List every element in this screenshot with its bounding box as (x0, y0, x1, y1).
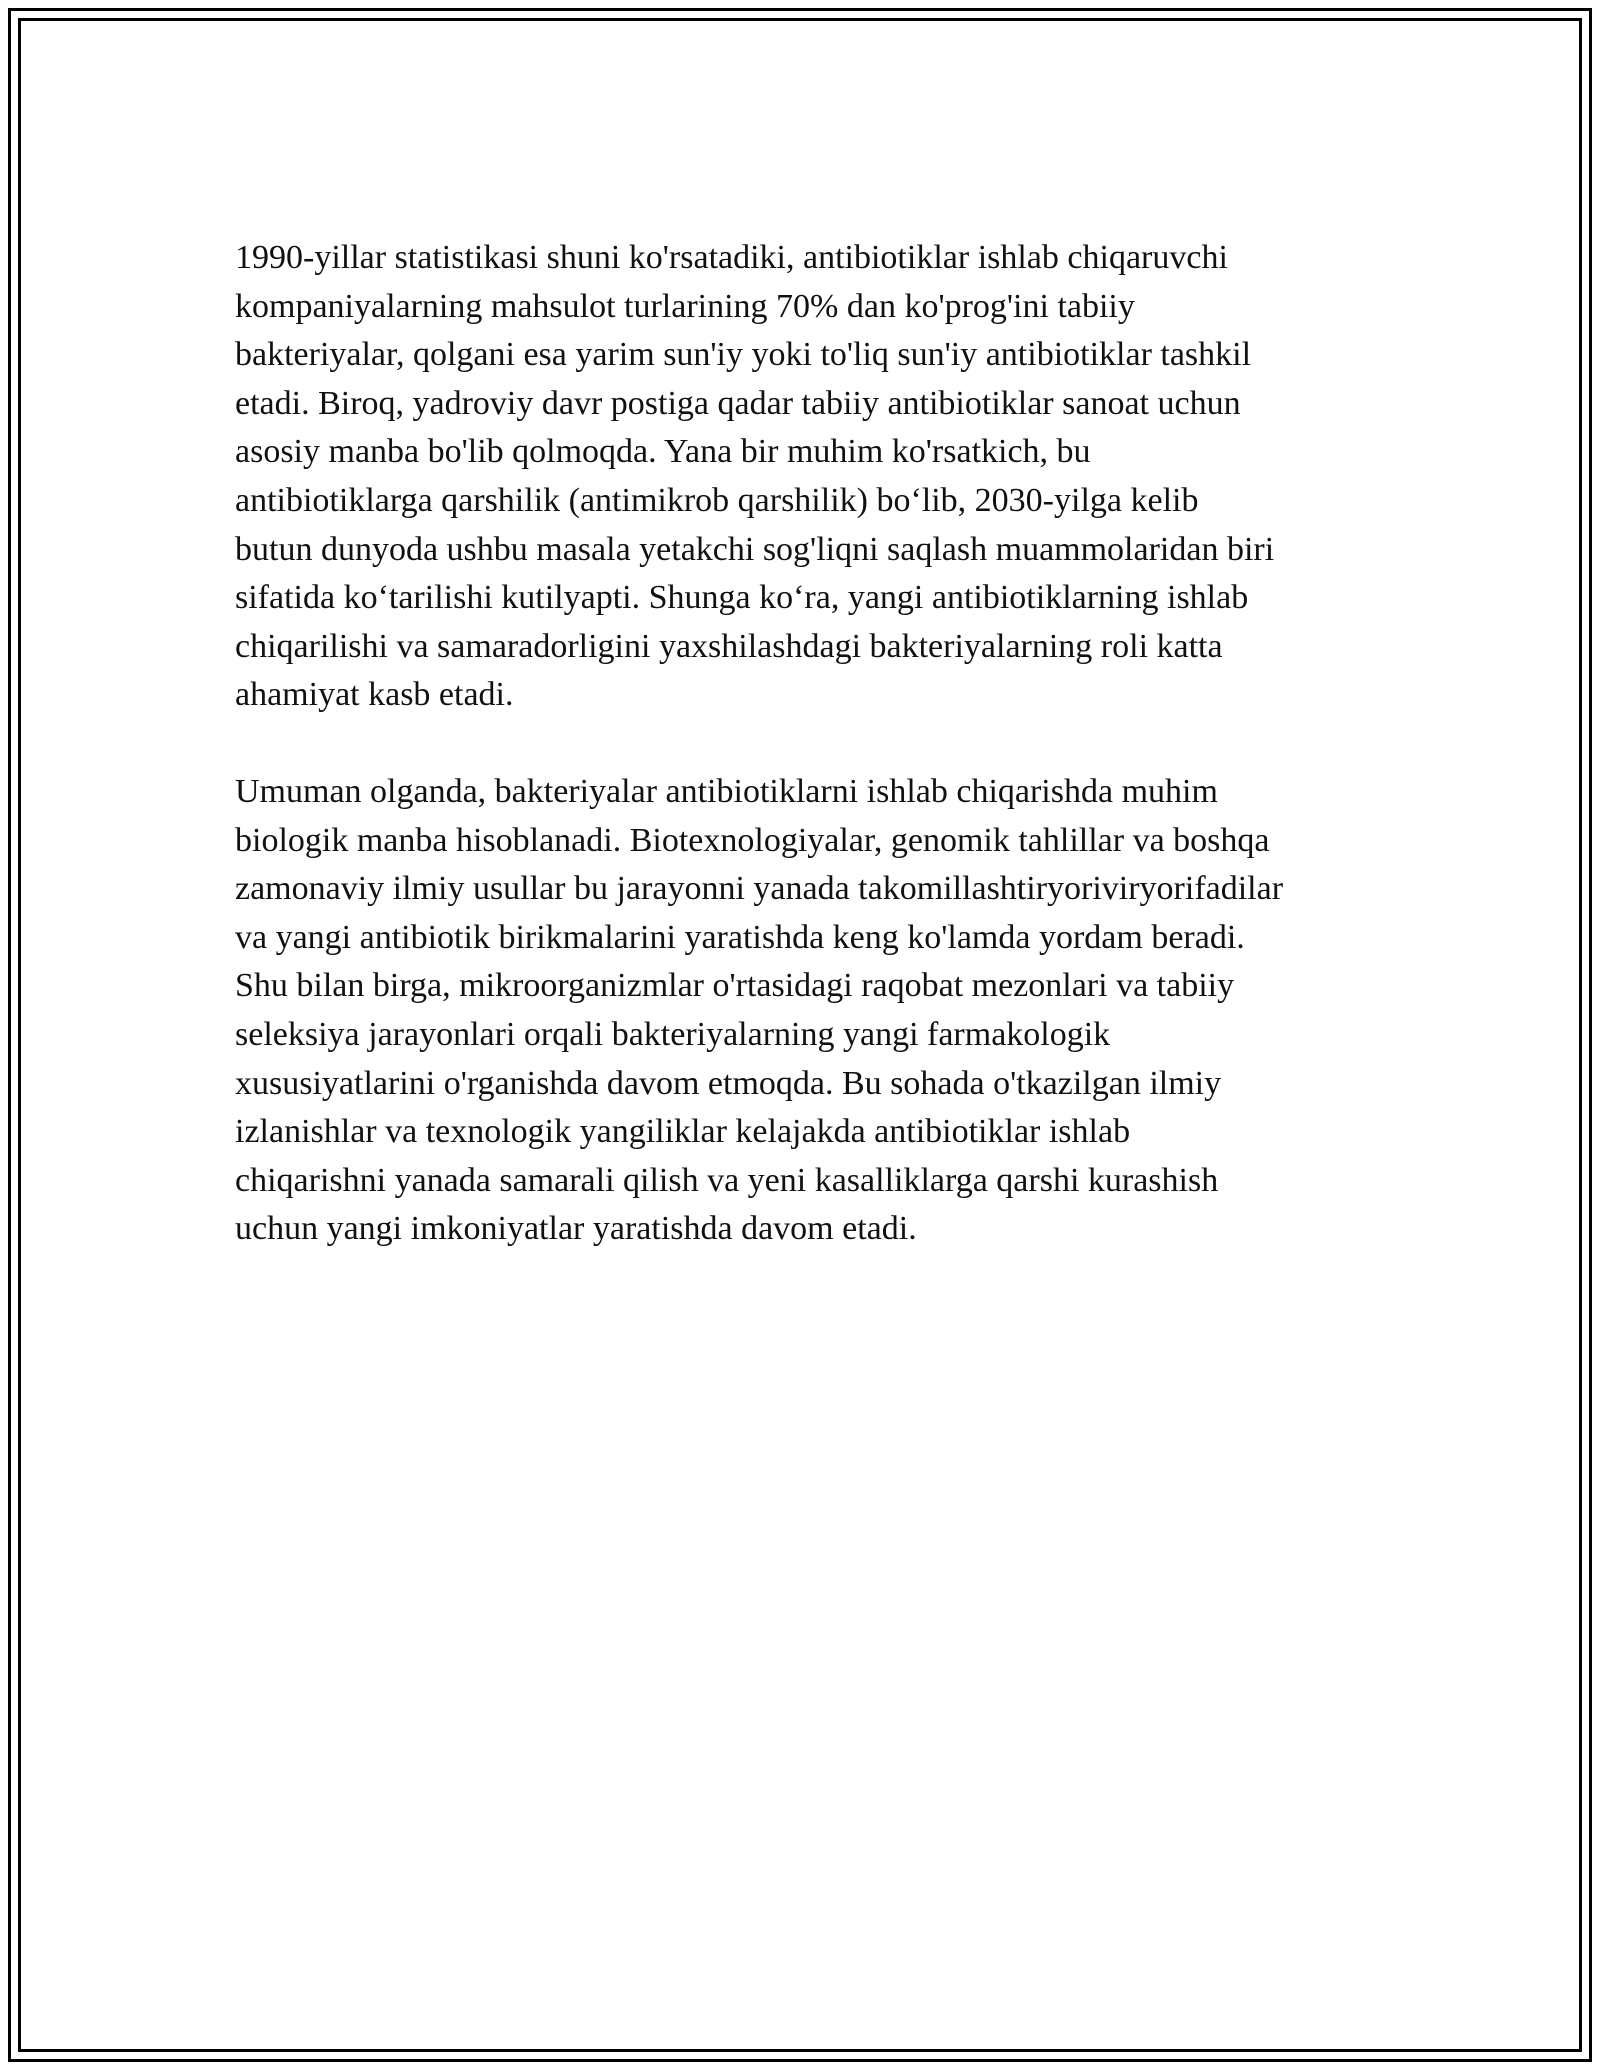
document-body (235, 234, 1375, 1302)
paragraph-1: 1990-yillar statistikasi shuni ko'rsatadiki, antibiotiklar ishlab chiqaruvchi kompaniyalarning mahsulot turlarining 70% dan ko'prog'ini tabiiy bakteriyalar, qolgani esa yarim sun'iy yoki to'liq sun'iy antibiotiklar tashkil etadi. Biroq, yadroviy davr postiga qadar tabiiy antibiotiklar sanoat uchun asosiy manba bo'lib qolmoqda. Yana bir muhim ko'rsatkich, bu antibiotiklarga qarshilik (antimikrob qarshilik) bo‘lib, 2030-yilga kelib butun dunyoda ushbu masala yetakchi sog'liqni saqlash muammolaridan biri sifatida ko‘tarilishi kutilyapti. Shunga ko‘ra, yangi antibiotiklarning ishlab chiqarilishi va samaradorligini yaxshilashdagi bakteriyalarning roli katta ahamiyat kasb etadi. (235, 239, 1275, 714)
paragraph-2: Umuman olganda, bakteriyalar antibiotiklarni ishlab chiqarishda muhim biologik manba hisoblanadi. Biotexnologiyalar, genomik tahlillar va boshqa zamonaviy ilmiy usullar bu jarayonni yanada takomillashtiryoriviryorifadilar va yangi antibiotik birikmalarini yaratishda keng ko'lamda yordam beradi. Shu bilan birga, mikroorganizmlar o'rtasidagi raqobat mezonlari va tabiiy seleksiya jarayonlari orqali bakteriyalarning yangi farmakologik xususiyatlarini o'rganishda davom etmoqda. Bu sohada o'tkazilgan ilmiy izlanishlar va texnologik yangiliklar kelajakda antibiotiklar ishlab chiqarishni yanada samarali qilish va yeni kasalliklarga qarshi kurashish uchun yangi imkoniyatlar yaratishda davom etadi. (235, 772, 1284, 1248)
